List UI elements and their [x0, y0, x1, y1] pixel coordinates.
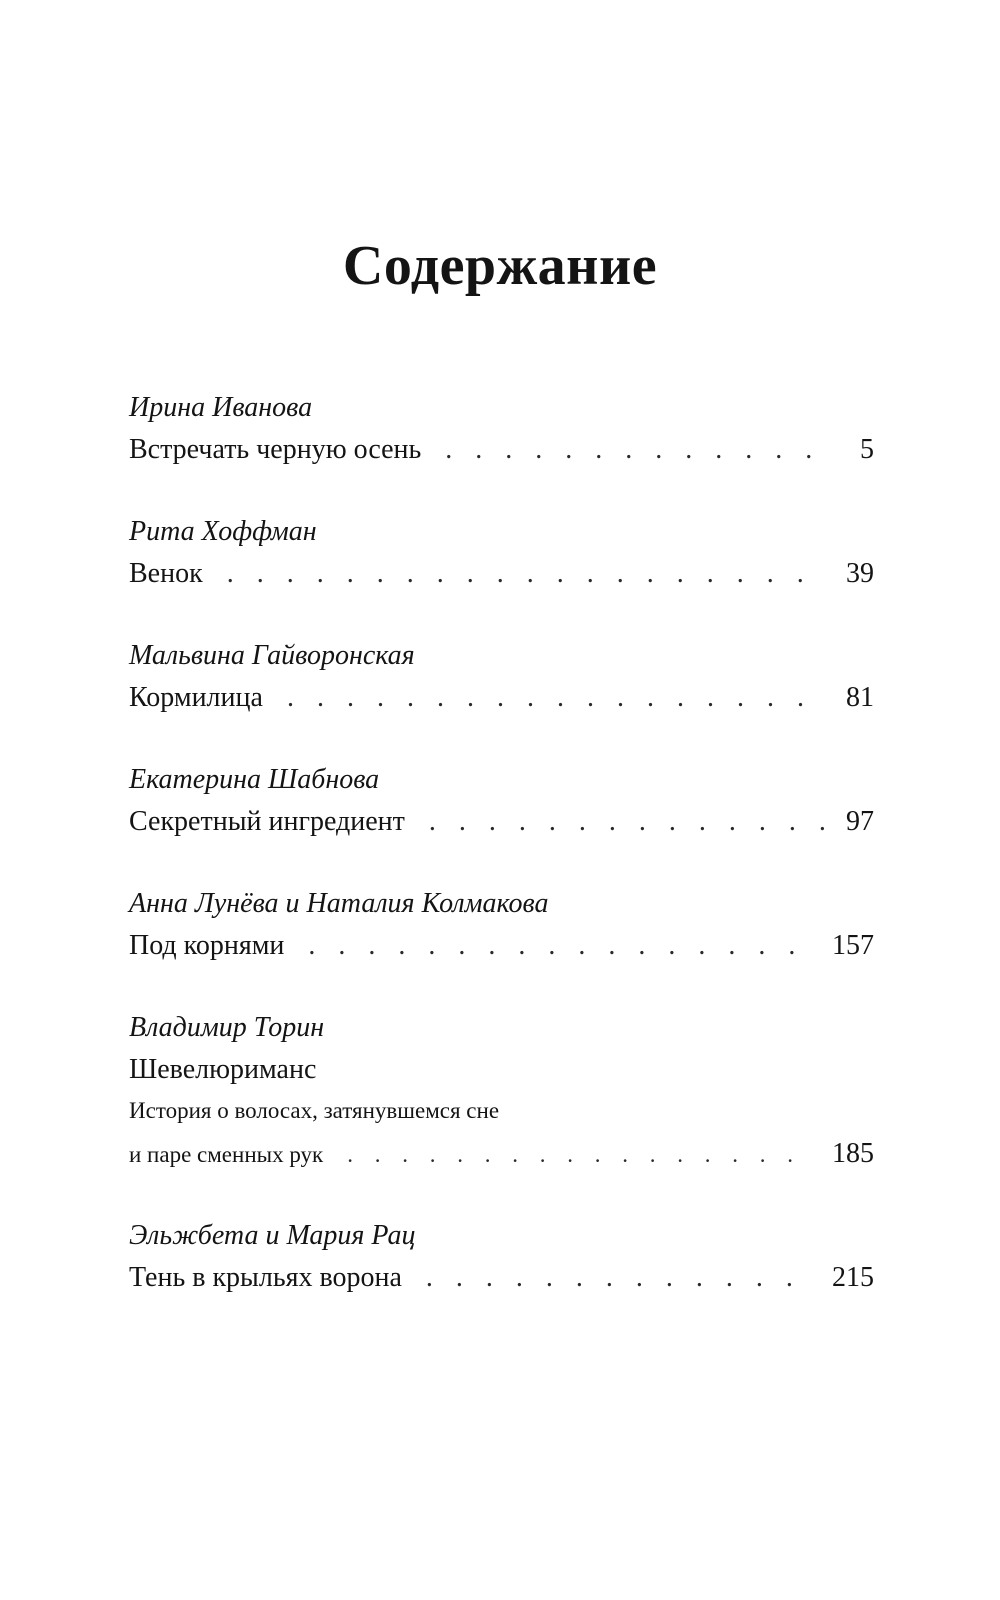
dot-leader [287, 682, 828, 714]
entry-author: Эльжбета и Мария Рац [129, 1220, 416, 1251]
toc-entry [129, 640, 874, 714]
entry-line[interactable] [129, 1138, 874, 1170]
entry-author: Владимир Торин [129, 1012, 325, 1043]
entry-line[interactable] [129, 1262, 874, 1294]
toc-entry [129, 516, 874, 590]
entry-line[interactable] [129, 434, 874, 466]
entry-page-number: 81 [846, 682, 874, 713]
dot-leader [445, 434, 836, 466]
dot-leader [426, 1262, 814, 1294]
entry-subtitle-continued: и паре сменных рук [129, 1142, 324, 1167]
dot-leader [347, 1139, 814, 1171]
toc-entry [129, 888, 874, 962]
entry-line[interactable] [129, 806, 874, 838]
dot-leader [429, 806, 828, 838]
toc-entry [129, 1220, 874, 1294]
entry-page-number: 215 [832, 1262, 874, 1293]
entry-page-number: 97 [846, 806, 874, 837]
entry-title: Венок [129, 558, 203, 589]
entry-author: Ирина Иванова [129, 392, 313, 423]
entry-line[interactable] [129, 682, 874, 714]
toc-entry [129, 392, 874, 466]
entry-line[interactable] [129, 558, 874, 590]
table-of-contents [129, 392, 874, 1294]
entry-page-number: 39 [846, 558, 874, 589]
page-title: Содержание [342, 235, 658, 297]
entry-title: Кормилица [129, 682, 263, 713]
dot-leader [308, 930, 814, 962]
entry-author: Анна Лунёва и Наталия Колмакова [129, 888, 549, 919]
entry-author: Екатерина Шабнова [129, 764, 380, 795]
toc-entry [129, 1012, 874, 1170]
entry-title: Секретный ингредиент [129, 806, 405, 837]
toc-entry [129, 764, 874, 838]
entry-page-number: 157 [832, 930, 874, 961]
entry-author: Рита Хоффман [129, 516, 317, 547]
entry-subtitle: История о волосах, затянувшемся сне [129, 1098, 500, 1123]
entry-title[interactable]: Шевелюриманс [129, 1054, 317, 1085]
entry-page-number: 5 [860, 434, 874, 465]
entry-page-number: 185 [832, 1138, 874, 1169]
entry-line[interactable] [129, 930, 874, 962]
entry-title: Тень в крыльях ворона [129, 1262, 402, 1293]
entry-author: Мальвина Гайворонская [129, 640, 415, 671]
entry-title: Встречать черную осень [129, 434, 422, 465]
dot-leader [227, 558, 828, 590]
entry-title: Под корнями [129, 930, 285, 961]
